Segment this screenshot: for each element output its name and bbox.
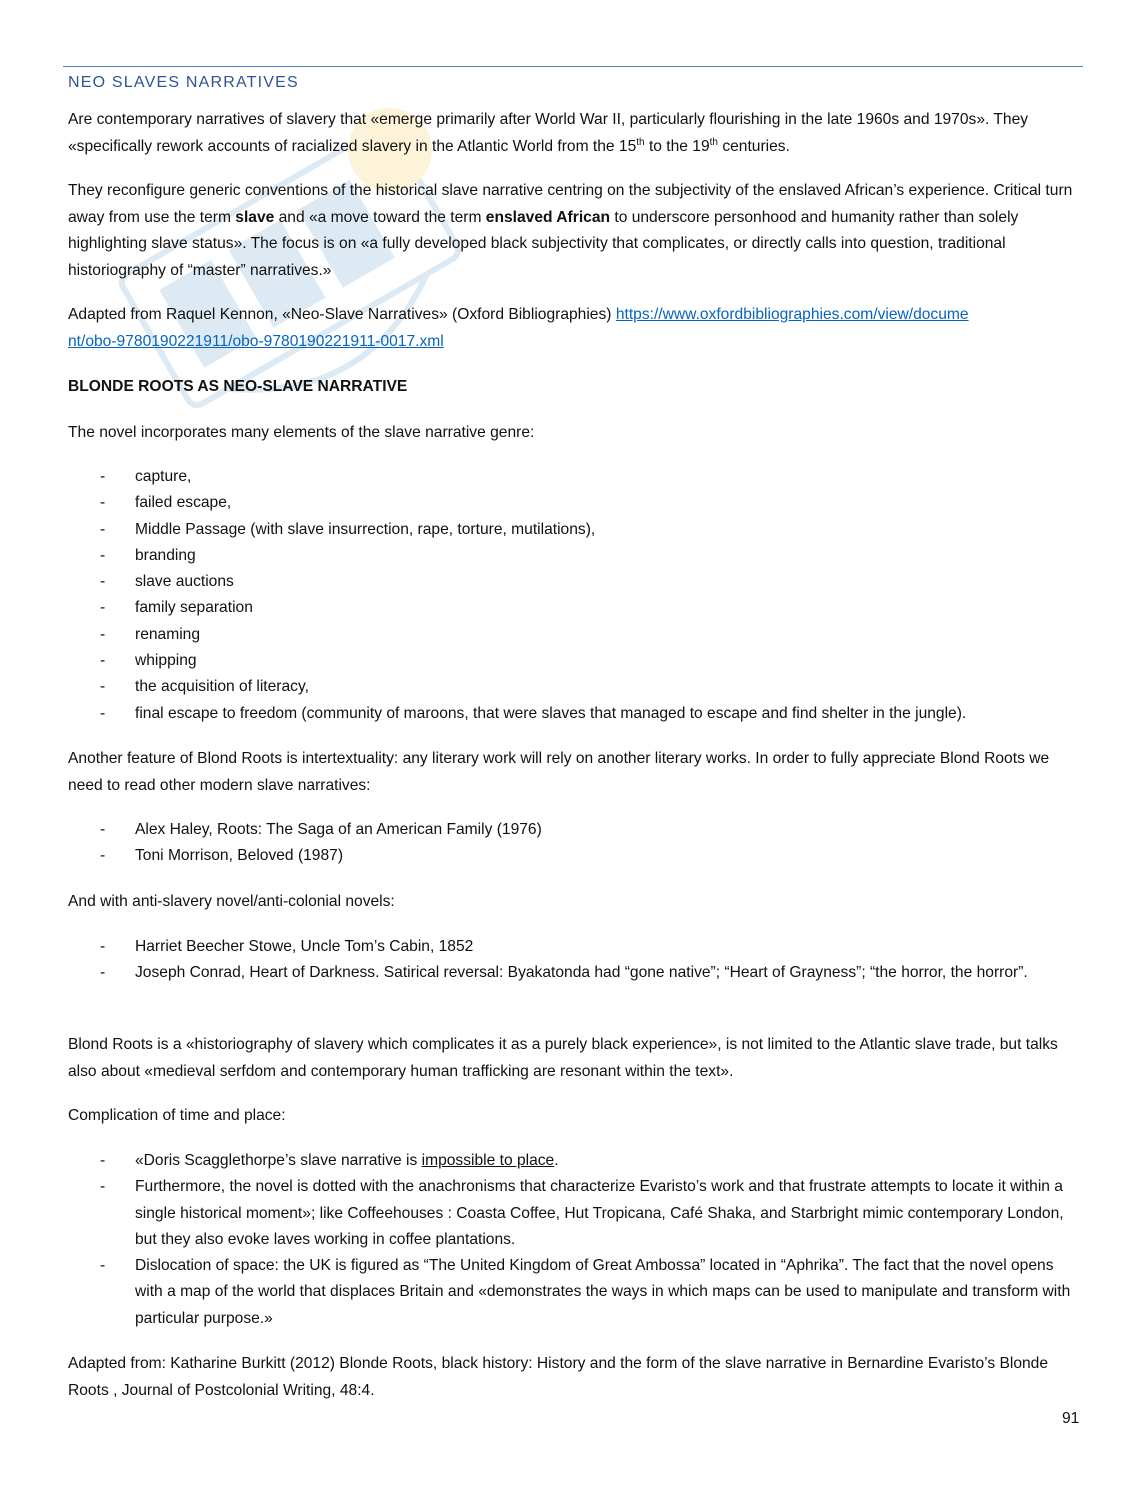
section-subheading: BLONDE ROOTS AS NEO-SLAVE NARRATIVE (68, 378, 408, 395)
list-item: - renaming (68, 622, 1080, 648)
list-item: - capture, (68, 464, 1080, 490)
list-item: - failed escape, (68, 490, 1080, 516)
list-item: - Dislocation of space: the UK is figured as “The United Kingdom of Great Ambossa” located in “Aphrika”. The fact that the novel opens with a map of the world that displaces Britain and «demonstrates the ways in which maps can be used to manipulate and transform with particular purpose.» (68, 1253, 1080, 1332)
list-item: - whipping (68, 648, 1080, 674)
heading-rule (63, 66, 1083, 67)
intertextuality-paragraph: Another feature of Blond Roots is intertextuality: any literary work will rely on another literary works. In order to fully appreciate Blond Roots we need to read other modern slave narratives: (68, 750, 1050, 794)
list-item: - Middle Passage (with slave insurrection, rape, torture, mutilations), (68, 517, 1080, 543)
list-item: - the acquisition of literacy, (68, 674, 1080, 700)
genre-elements-list (68, 464, 1080, 727)
elements-lead: The novel incorporates many elements of the slave narrative genre: (68, 424, 535, 441)
modern-narratives-list (68, 817, 1080, 870)
list-item: - final escape to freedom (community of maroons, that were slaves that managed to escape and find shelter in the jungle). (68, 701, 1080, 727)
source-link[interactable]: https://www.oxfordbibliographies.com/view/docume nt/obo-9780190221911/obo-9780190221911-0017.xml (68, 306, 969, 350)
intro-paragraph-2: They reconfigure generic conventions of the historical slave narrative centring on the subjectivity of the enslaved African’s experience. Critical turn away from use the term slave and «a move toward the term enslaved African to underscore personhood and humanity rather than solely highlighting slave status». The focus is on «a fully developed black subjectivity that complicates, or directly calls into question, traditional historiography of “master” narratives.» (68, 182, 1073, 279)
anti-slavery-list (68, 934, 1080, 987)
list-item: - Joseph Conrad, Heart of Darkness. Satirical reversal: Byakatonda had “gone native”; “Heart of Grayness”; “the horror, the horror”. (68, 960, 1080, 986)
page-number: 91 (1062, 1410, 1080, 1427)
complication-lead: Complication of time and place: (68, 1107, 286, 1124)
list-item: - Harriet Beecher Stowe, Uncle Tom’s Cabin, 1852 (68, 934, 1080, 960)
source-citation-2: Adapted from: Katharine Burkitt (2012) Blonde Roots, black history: History and the form of the slave narrative in Bernardine Evaristo’s Blonde Roots , Journal of Postcolonial Writing, 48:4. (68, 1355, 1049, 1399)
list-item: - branding (68, 543, 1080, 569)
list-item: - «Doris Scagglethorpe’s slave narrative is impossible to place. (68, 1148, 1080, 1174)
list-item: - family separation (68, 595, 1080, 621)
historiography-paragraph: Blond Roots is a «historiography of slavery which complicates it as a purely black experience», is not limited to the Atlantic slave trade, but talks also about «medieval serfdom and contemporary human trafficking are resonant within the text». (68, 1036, 1058, 1080)
intro-paragraph-1: Are contemporary narratives of slavery that «emerge primarily after World War II, particularly flourishing in the late 1960s and 1970s». They «specifically rework accounts of racialized slavery in the Atlantic World from the 15th to the 19th centuries. (68, 111, 1029, 155)
anti-slavery-lead: And with anti-slavery novel/anti-colonial novels: (68, 893, 395, 910)
list-item: - Alex Haley, Roots: The Saga of an American Family (1976) (68, 817, 1080, 843)
list-item: - Furthermore, the novel is dotted with the anachronisms that characterize Evaristo’s work and that frustrate attempts to locate it within a single historical moment»; like Coffeehouses : Coasta Coffee, Hut Tropicana, Café Shaka, and Starbright mimic contemporary London, but they also evoke laves working in coffee plantations. (68, 1174, 1080, 1253)
complication-list (68, 1148, 1080, 1332)
list-item: - slave auctions (68, 569, 1080, 595)
list-item: - Toni Morrison, Beloved (1987) (68, 843, 1080, 869)
source-citation-1: Adapted from Raquel Kennon, «Neo-Slave Narratives» (Oxford Bibliographies) https://www.oxfordbibliographies.com/view/docume nt/obo-9780190221911/obo-9780190221911-0017.xml (68, 306, 969, 350)
section-title: NEO SLAVES NARRATIVES (68, 74, 299, 91)
